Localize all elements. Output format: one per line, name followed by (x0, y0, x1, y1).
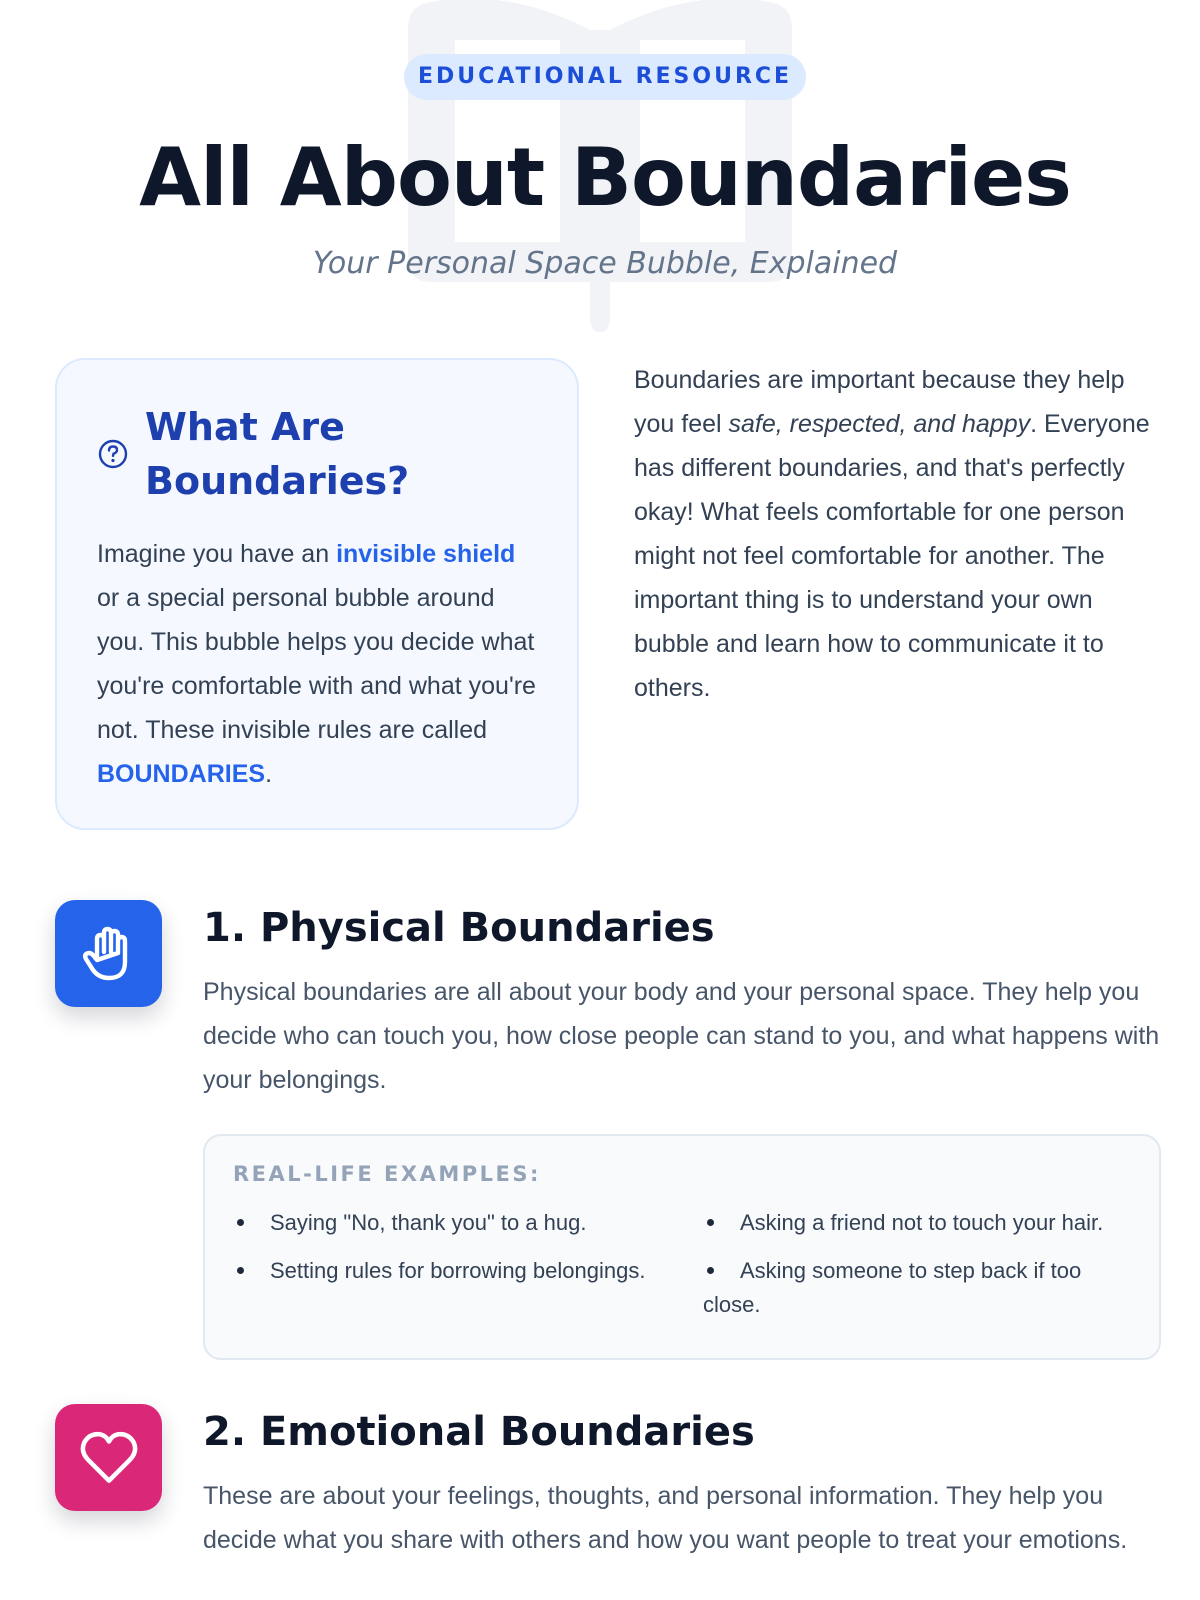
category-badge: EDUCATIONAL RESOURCE (404, 54, 806, 100)
importance-text-part: Boundaries are important because they help you feel (634, 366, 1125, 438)
bullet (707, 1219, 714, 1226)
bullet (237, 1219, 244, 1226)
boundaries-highlight: BOUNDARIES (97, 760, 266, 788)
section-description: Physical boundaries are all about your body and your personal space. They help you decide who can touch you, how close people can stand to you, and what happens with your belongings. (203, 978, 1160, 1094)
question-circle-icon (97, 438, 129, 470)
examples-box (203, 1134, 1161, 1360)
hand-icon (55, 900, 162, 1007)
example-text: Saying "No, thank you" to a hug. (270, 1210, 587, 1235)
bullet (707, 1267, 714, 1274)
list-item (703, 1254, 1143, 1322)
importance-emphasis: safe, respected, and happy (728, 410, 1031, 438)
importance-text-part: . Everyone has different boundaries, and that's perfectly okay! What feels comfortable for one person might not feel comfortable for another. The important thing is to understand your own bubble and learn how to communicate it to others. (634, 410, 1150, 702)
list-item (703, 1206, 1143, 1240)
invisible-shield-highlight: invisible shield (336, 540, 516, 568)
list-item (233, 1206, 703, 1240)
section-title: 1. Physical Boundaries (203, 905, 715, 951)
section-description: These are about your feelings, thoughts, and personal information. They help you decide what you share with others and how you want people to treat your emotions. (203, 1482, 1128, 1554)
example-text: Asking a friend not to touch your hair. (740, 1210, 1104, 1235)
definition-text-part: or a special personal bubble around you. This bubble helps you decide what you're comfortable with and what you're not. These invisible rules are called (97, 584, 536, 744)
definition-text-part: . (265, 760, 273, 788)
examples-label: REAL-LIFE EXAMPLES: (233, 1162, 541, 1186)
page-subtitle: Your Personal Space Bubble, Explained (312, 246, 898, 281)
list-item (233, 1254, 703, 1322)
heart-icon (55, 1404, 162, 1511)
physical-section-body (203, 900, 1163, 1360)
definition-title: What Are Boundaries? (145, 405, 410, 503)
examples-list (233, 1206, 1133, 1322)
example-text: Asking someone to step back if too close. (703, 1258, 1082, 1317)
emotional-section-body (203, 1404, 1163, 1562)
importance-text (634, 358, 1154, 710)
example-text: Setting rules for borrowing belongings. (270, 1258, 646, 1283)
page-title: All About Boundaries (139, 131, 1071, 224)
section-title: 2. Emotional Boundaries (203, 1409, 755, 1455)
bullet (237, 1267, 244, 1274)
definition-text-part: Imagine you have an (97, 540, 337, 568)
definition-card (55, 358, 579, 830)
definition-text (97, 532, 537, 796)
definition-heading (97, 400, 537, 508)
